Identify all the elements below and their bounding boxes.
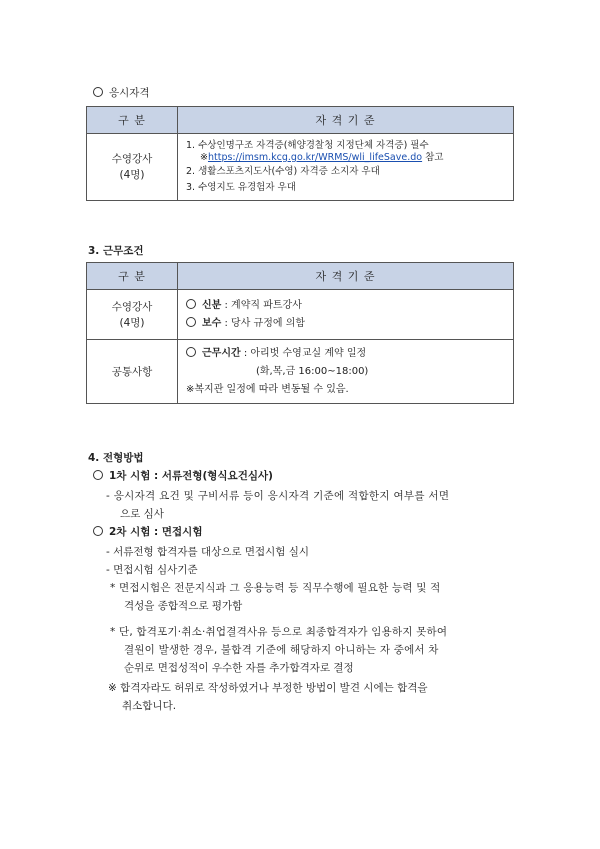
table2-note: ※복지관 일정에 따라 변동될 수 있음. <box>186 383 349 395</box>
section-qualification-heading <box>93 85 150 100</box>
section3-heading: 3. 근무조건 <box>88 245 144 257</box>
table1-item1: 1. 수상인명구조 자격증(해양경찰청 지정단체 자격증) 필수 <box>186 140 429 151</box>
table2-row2-category-cell <box>87 340 178 404</box>
bullet2-line3: 순위로 면접성적이 우수한 자를 추가합격자로 결정 <box>124 662 354 674</box>
time-label: 근무시간 <box>202 347 241 359</box>
time-value: : 아리벗 수영교실 계약 일정 <box>240 347 367 359</box>
table1-item3: 3. 수영지도 유경험자 우대 <box>186 182 296 193</box>
circle-bullet-icon <box>186 299 196 309</box>
table2-pay-line <box>186 315 505 333</box>
table1-category-cell <box>87 134 178 201</box>
lifesave-link[interactable]: https://imsm.kcg.go.kr/WRMS/wli_lifeSave.do <box>207 152 423 163</box>
bullet2-line2: 결원이 발생한 경우, 불합격 기준에 해당하지 아니하는 자 중에서 차 <box>124 644 439 656</box>
table2-row1-category: 수영강사 <box>111 300 153 313</box>
step2-desc2: - 면접시험 심사기준 <box>106 564 198 576</box>
table2-row1-count: (4명) <box>119 316 145 329</box>
final-note-line1: ※ 합격자라도 허위로 작성하였거나 부정한 방법이 발견 시에는 합격을 <box>108 682 428 694</box>
step1-desc-line1: - 응시자격 요건 및 구비서류 등이 응시자격 기준에 적합한지 여부를 서면 <box>106 490 450 502</box>
circle-bullet-icon <box>186 347 196 357</box>
table2-row2-category: 공통사항 <box>111 365 153 378</box>
table1-header-category: 구 분 <box>87 107 178 134</box>
circle-bullet-icon <box>93 87 103 97</box>
step1-title: 1차 시험 : 서류전형(형식요건심사) <box>109 470 273 482</box>
bullet1-line2: 격성을 종합적으로 평가함 <box>124 600 243 612</box>
step2-desc1: - 서류전형 합격자를 대상으로 면접시험 실시 <box>106 546 310 558</box>
bullet1-line1: * 면접시험은 전문지식과 그 응용능력 등 직무수행에 필요한 능력 및 적 <box>110 582 441 594</box>
table2-row2-body <box>178 340 514 404</box>
final-note-line2: 취소합니다. <box>122 700 177 712</box>
section-qualification-title: 응시자격 <box>109 87 150 99</box>
step2-heading <box>93 524 202 539</box>
status-label: 신분 <box>202 299 222 311</box>
qualification-table <box>86 106 514 201</box>
table1-category-count: (4명) <box>119 169 145 181</box>
table1-criteria-cell <box>178 134 514 201</box>
pay-value: : 당사 규정에 의함 <box>221 317 306 329</box>
note-mark: ※ <box>200 152 208 163</box>
working-conditions-table <box>86 262 514 404</box>
bullet2-line1: * 단, 합격포기·취소·취업결격사유 등으로 최종합격자가 임용하지 못하여 <box>110 626 448 638</box>
circle-bullet-icon <box>93 526 103 536</box>
step1-heading <box>93 468 273 483</box>
step2-title: 2차 시험 : 면접시험 <box>109 526 203 538</box>
time-detail: (화,목,금 16:00~18:00) <box>256 365 369 377</box>
pay-label: 보수 <box>202 317 222 329</box>
table1-item1-note <box>186 152 505 164</box>
table2-header-category: 구 분 <box>87 263 178 290</box>
table2-status-line <box>186 297 505 315</box>
table2-time-line <box>186 345 505 363</box>
table2-row1-category-cell <box>87 290 178 340</box>
table1-item2: 2. 생활스포츠지도사(수영) 자격증 소지자 우대 <box>186 166 380 177</box>
note-suffix: 참고 <box>422 152 444 163</box>
table1-category: 수영강사 <box>111 153 153 165</box>
circle-bullet-icon <box>186 317 196 327</box>
section4-heading: 4. 전형방법 <box>88 452 144 464</box>
step1-desc-line2: 으로 심사 <box>120 508 164 520</box>
table2-row1-body <box>178 290 514 340</box>
table2-header-criteria: 자 격 기 준 <box>178 263 514 290</box>
table1-header-criteria: 자 격 기 준 <box>178 107 514 134</box>
circle-bullet-icon <box>93 470 103 480</box>
status-value: : 계약직 파트강사 <box>221 299 302 311</box>
